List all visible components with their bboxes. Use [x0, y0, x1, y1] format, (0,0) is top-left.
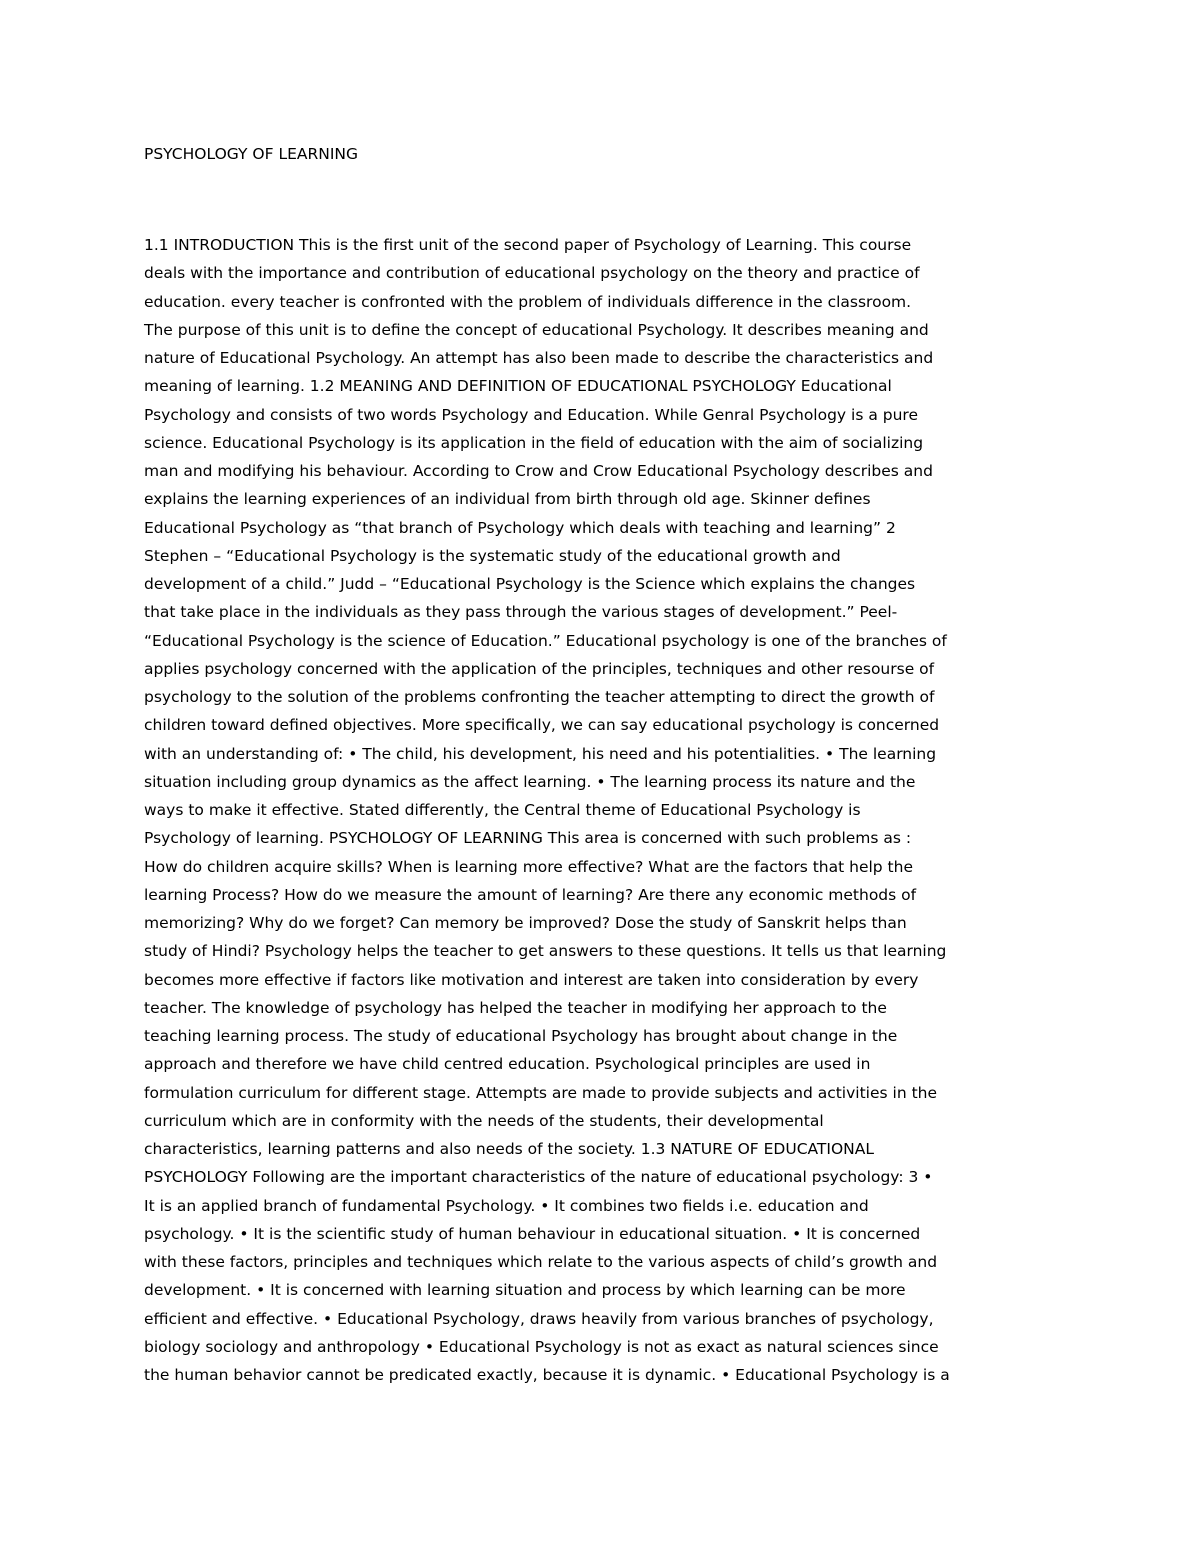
body-text-line: curriculum which are in conformity with the needs of the students, their developmental — [144, 1111, 824, 1130]
body-text-line: the human behavior cannot be predicated exactly, because it is dynamic. • Educational Psychology is a — [144, 1366, 950, 1384]
body-text-line: psychology to the solution of the problems confronting the teacher attempting to direct the growth of — [144, 688, 935, 706]
body-text-line: How do children acquire skills? When is learning more effective? What are the factors that help the — [144, 857, 913, 876]
body-text-line: Psychology of learning. PSYCHOLOGY OF LEARNING This area is concerned with such problems as : — [144, 829, 912, 848]
body-text-line: Educational Psychology as “that branch of Psychology which deals with teaching and learning” 2 — [144, 518, 896, 537]
body-text-line: teacher. The knowledge of psychology has helped the teacher in modifying her approach to the — [144, 998, 887, 1017]
body-text-line: nature of Educational Psychology. An attempt has also been made to describe the characteristics and — [144, 349, 934, 367]
body-text-line: becomes more effective if factors like motivation and interest are taken into consideration by every — [144, 970, 919, 989]
body-text-line: applies psychology concerned with the application of the principles, techniques and other resourse of — [144, 659, 935, 678]
document-body — [144, 231, 1064, 1389]
body-text-line: situation including group dynamics as the affect learning. • The learning process its nature and the — [144, 772, 916, 791]
body-text-line: biology sociology and anthropology • Educational Psychology is not as exact as natural sciences since — [144, 1337, 939, 1356]
body-text-line: with an understanding of: • The child, his development, his need and his potentialities. • The learning — [144, 744, 937, 763]
document-title: PSYCHOLOGY OF LEARNING — [144, 145, 359, 163]
body-text-line: approach and therefore we have child centred education. Psychological principles are used in — [144, 1055, 871, 1074]
body-text-line: PSYCHOLOGY Following are the important characteristics of the nature of educational psychology: 3 • — [144, 1168, 933, 1187]
body-text-line: 1.1 INTRODUCTION This is the first unit of the second paper of Psychology of Learning. This course — [144, 236, 912, 254]
body-text-line: It is an applied branch of fundamental Psychology. • It combines two fields i.e. education and — [144, 1196, 869, 1215]
body-text-line: that take place in the individuals as they pass through the various stages of development.” Peel- — [144, 603, 898, 622]
body-text-line: science. Educational Psychology is its application in the field of education with the aim of socializing — [144, 433, 924, 452]
body-text-line: “Educational Psychology is the science of Education.” Educational psychology is one of the branches of — [144, 631, 947, 650]
body-text-line: memorizing? Why do we forget? Can memory be improved? Dose the study of Sanskrit helps than — [144, 914, 907, 932]
body-text-line: The purpose of this unit is to define the concept of educational Psychology. It describes meaning and — [144, 320, 929, 339]
body-text-line: development of a child.” Judd – “Educational Psychology is the Science which explains the changes — [144, 575, 916, 593]
body-text-line: ways to make it effective. Stated differently, the Central theme of Educational Psychology is — [144, 801, 861, 819]
body-text-line: Stephen – “Educational Psychology is the systematic study of the educational growth and — [144, 546, 841, 565]
body-text-line: study of Hindi? Psychology helps the teacher to get answers to these questions. It tells us that learning — [144, 942, 947, 961]
body-text-line: explains the learning experiences of an individual from birth through old age. Skinner defines — [144, 490, 871, 509]
body-text-line: meaning of learning. 1.2 MEANING AND DEFINITION OF EDUCATIONAL PSYCHOLOGY Educational — [144, 377, 892, 396]
body-text-line: efficient and effective. • Educational Psychology, draws heavily from various branches of psychology, — [144, 1309, 934, 1328]
body-text-line: learning Process? How do we measure the amount of learning? Are there any economic methods of — [144, 885, 917, 904]
body-text-line: education. every teacher is confronted with the problem of individuals difference in the classroom. — [144, 292, 912, 311]
body-text-line: characteristics, learning patterns and also needs of the society. 1.3 NATURE OF EDUCATIONAL — [144, 1140, 875, 1158]
body-text-line: children toward defined objectives. More specifically, we can say educational psychology is concerned — [144, 716, 940, 735]
body-text-line: deals with the importance and contribution of educational psychology on the theory and practice of — [144, 264, 920, 283]
body-text-line: psychology. • It is the scientific study of human behaviour in educational situation. • It is concerned — [144, 1224, 921, 1243]
body-text-line: formulation curriculum for different stage. Attempts are made to provide subjects and activities in the — [144, 1083, 938, 1102]
body-text-line: man and modifying his behaviour. According to Crow and Crow Educational Psychology describes and — [144, 462, 933, 480]
body-text-line: development. • It is concerned with learning situation and process by which learning can be more — [144, 1281, 906, 1300]
body-text-line: Psychology and consists of two words Psychology and Education. While Genral Psychology is a pure — [144, 405, 919, 424]
body-text-line: teaching learning process. The study of educational Psychology has brought about change in the — [144, 1027, 898, 1045]
body-text-line: with these factors, principles and techniques which relate to the various aspects of child’s growth and — [144, 1253, 938, 1271]
